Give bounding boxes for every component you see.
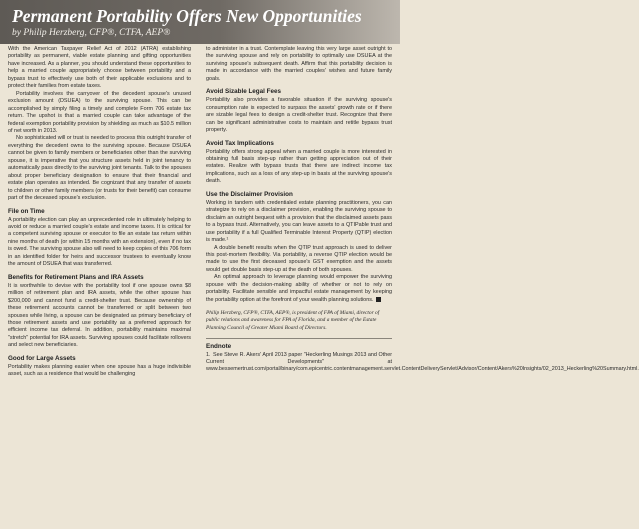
paragraph: Portability offers strong appeal when a married couple is more interested in obtaining full basis step-up rather than getting appreciation out of their estates. Realize with bypass trusts that there are indirect income tax implications, such as a loss of any step-up in basis at the surviving spouse's death. <box>206 148 392 185</box>
endnote-number: 1. <box>206 351 211 358</box>
endnote-item <box>206 351 639 374</box>
section-heading-file-on-time: File on Time <box>8 207 45 215</box>
paragraph: With the American Taxpayer Relief Act of 2012 (ATRA) establishing portability as permanent, viable estate planning and gifting opportunities have increased. As a planner, you should understand these opportunities to help a married couple appropriately choose between portability and a bypass trust to effectively use both of their applicable exclusions and to protect their families from estate taxes. <box>8 46 191 90</box>
paragraph: Portability makes planning easier when one spouse has a huge indivisible asset, such as a residence that would be challenging <box>8 363 191 378</box>
section-heading-legal-fees: Avoid Sizable Legal Fees <box>206 88 282 96</box>
paragraph: Portability involves the carryover of the decedent spouse's unused exclusion amount (DSUEA) to the surviving spouse. This can be accomplished by simply filing a timely and complete Form 706 estate tax return. The upshot is that a married couple can take advantage of the federal exemption portability provision by shielding as much as $10.5 million of net worth in 2013. <box>8 90 191 134</box>
paragraph: Portability also provides a favorable situation if the surviving spouse's consumption rate is expected to surpass the assets' growth rate or if there are sizable legal fees to design a credit-shelter trust. Recognize that there can be significant administrative costs to maintain and retitle bypass trust property. <box>206 97 392 134</box>
endnote-text: See Steve R. Akers' April 2013 paper "Heckerling Musings 2013 and Other Current Developments" at www.bessemertrust.com/portal/binary/com.epicentric.contentmanagement.servlet.ContentDeliveryServlet/Advisor/Content/Akers%20Insights/02_2013_Heckerling%20Summary.html. <box>206 351 639 373</box>
paragraph: A double benefit results when the QTIP trust approach is used to deliver this post-mortem flexibility. Via portability, a reverse QTIP election would be made to use the first deceased spouse's GST exemption and the assets would get double basis step-up at the death of both spouses. <box>206 244 392 273</box>
paragraph-text: An optimal approach to leverage planning would empower the surviving spouse with the decision-making ability of whether or not to rely on portability. Facilitate sensible and impactful estate management by keeping the portability option at the forefront of your wealth planning solutions. <box>206 274 392 303</box>
paragraph: A portability election can play an unprecedented role in ultimately helping to avoid or reduce a married couple's estate and income taxes. It is critical for a competent surviving spouse or executor to file an estate tax return within nine months of death (or within 15 months with an extension), even if no tax is owed. The surviving spouse also will need to keep copies of this 706 form in an identified folder for heirs and successor trustees to eventually know the amount of DSUEA that was transferred. <box>8 216 191 268</box>
endnote-heading: Endnote <box>206 342 232 350</box>
article-byline: by Philip Herzberg, CFP®, CTFA, AEP® <box>12 28 171 38</box>
section-heading-large-assets: Good for Large Assets <box>8 354 76 362</box>
author-bio: Philip Herzberg, CFP®, CTFA, AEP®, is president of FPA of Miami, director of public relations and awareness for FPA of Florida, and a member of the Estate Planning Council of Greater Miami Board of Directors. <box>206 310 380 331</box>
paragraph: It is worthwhile to devise with the portability tool if one spouse owns $8 million of retirement plan and IRA assets, while the other spouse has $200,000 and cannot fund a credit-shelter trust. Because ownership of these retirement accounts cannot be transferred or split between two spouses while living, a spouse can be designated as primary beneficiary of those retirement assets and use portability as a preferred approach for efficient income tax deferral. In addition, portability maintains maximal "stretch" potential for IRA assets. Surviving spouses could facilitate rollovers and select new beneficiaries. <box>8 282 191 349</box>
section-heading-disclaimer: Use the Disclaimer Provision <box>206 190 293 198</box>
section-heading-tax-implications: Avoid Tax Implications <box>206 139 274 147</box>
section-heading-benefits: Benefits for Retirement Plans and IRA Assets <box>8 273 144 281</box>
paragraph: No sophisticated will or trust is needed to process this outright transfer of everything the decedent owns to the surviving spouse. Because DSUEA cannot be given to family members or beneficiaries other than the surviving spouse, it is imperative that you structure assets held in joint tenancy to automatically pass directly to the surviving joint tenants. Talk to the spouses about proper beneficiary designation to ensure that their financial and estate plan operates as intended. Be cognizant that any transfer of assets to children or other family members (or trusts for their benefit) can consume part of the deceased spouse's exclusion. <box>8 135 191 202</box>
left-column <box>8 46 191 379</box>
article-title: Permanent Portability Offers New Opportunities <box>12 6 362 26</box>
article-header <box>0 0 400 44</box>
paragraph: Working in tandem with credentialed estate planning practitioners, you can strategize to rely on a disclaimer provision, enabling the surviving spouse to disclaim an outright bequest with a provision that the disclaimed assets pass to a bypass trust. Alternatively, you can leave assets to a QTIPable trust and use portability if a full Qualified Terminable Interest Property (QTIP) election is made.¹ <box>206 199 392 244</box>
paragraph <box>206 274 392 304</box>
paragraph: to administer in a trust. Contemplate leaving this very large asset outright to the surviving spouse and rely on portability to optimally use DSUEA at the surviving spouse's subsequent death. Affirm that this portability decision is made in accordance with the married couples' wishes and future family goals. <box>206 46 392 82</box>
divider <box>206 338 392 339</box>
right-column <box>206 46 639 373</box>
end-of-article-mark <box>376 297 381 302</box>
